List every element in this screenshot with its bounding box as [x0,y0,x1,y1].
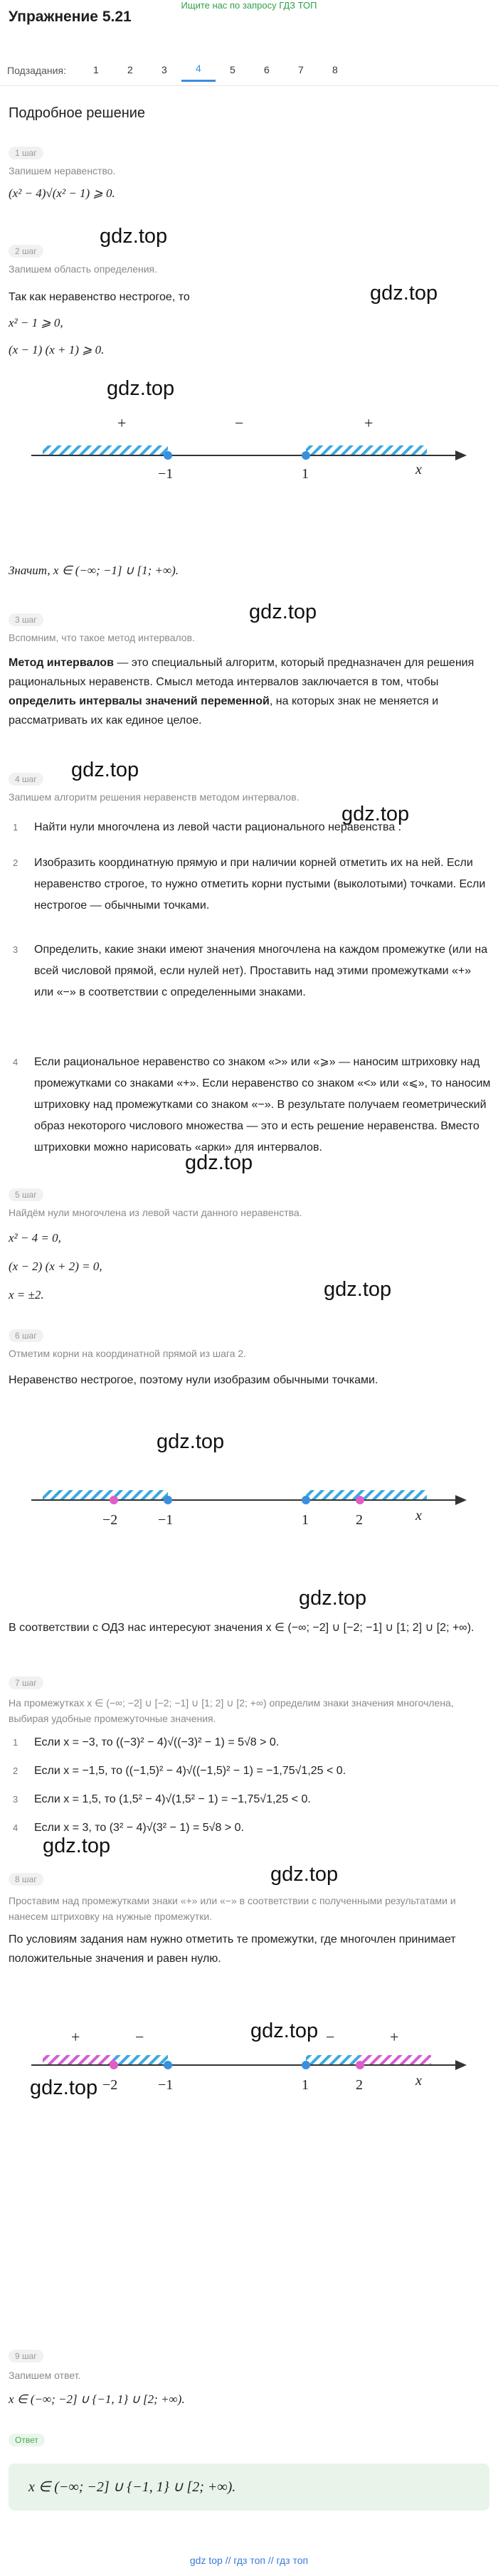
item-text: Изобразить координатную прямую и при наличии корней отметить их на ней. Если неравенство строгое, то нужно отметить корни пустыми (выколотыми) точками. Если нестрогое — обычными точками. [34,857,486,912]
sign-plus: + [71,2028,80,2046]
watermark: gdz.top [107,377,175,400]
item-text: Если x = −3, то ((−3)² − 4)√((−3)² − 1) = 5√8 > 0. [34,1736,280,1748]
divider [0,85,498,86]
step-2-label: 2 шаг [9,245,43,258]
watermark: gdz.top [370,282,438,305]
step-6-hint: Отметим корни на координатной прямой из шага 2. [9,1348,247,1359]
point-1 [302,1496,310,1504]
hatch-left [43,1490,168,1500]
watermark: gdz.top [43,1835,111,1857]
step-5-label: 5 шаг [9,1188,43,1201]
step-2-math-1: x² − 1 ⩾ 0, [9,316,63,329]
step-5-math-3: x = ±2. [9,1288,44,1302]
axis-arrow [455,1495,467,1505]
number-line-2 [0,1469,498,1554]
watermark: gdz.top [250,2020,319,2042]
tab-3[interactable]: 3 [161,63,167,75]
list-item [9,939,492,1003]
item-number: 4 [13,1057,18,1067]
sign-plus: + [364,414,374,432]
step-8-hint: Проставим над промежутками знаки «+» или «−» в соответствии с полученными результатами и нанесем штриховку на нужные промежутки. [9,1895,456,1922]
hatch-blue-left [114,2055,168,2065]
answer-label: Ответ [9,2434,45,2446]
point-1 [302,2061,310,2069]
sign-minus: − [235,414,244,432]
step-5-hint: Найдём нули многочлена из левой части данного неравенства. [9,1207,302,1218]
item-number: 3 [13,944,18,955]
point-minus-1 [164,1496,172,1504]
step-6-text: Неравенство нестрогое, поэтому нули изобразим обычными точками. [9,1374,378,1386]
solution-heading: Подробное решение [9,105,146,121]
text-part: — это специальный алгоритм, который предназначен для решения рациональных неравенств. Смысл метода интервалов заключается в том, чтобы [9,657,475,688]
watermark: gdz.top [157,1430,225,1453]
step-5-math-1: x² − 4 = 0, [9,1231,61,1245]
tick-1: 1 [302,466,309,482]
hatch-left [43,445,168,455]
item-text: Если x = 1,5, то (1,5² − 4)√(1,5² − 1) = −1,75√1,25 < 0. [34,1793,311,1805]
list-item [9,1732,492,1753]
step-2-result: Значит, x ∈ (−∞; −1] ∪ [1; +∞). [9,564,179,577]
hatch-right [306,445,427,455]
axis-arrow [455,450,467,460]
tick-minus-1: −1 [158,2077,174,2093]
tab-4[interactable]: 4 [181,58,216,82]
hatch-pink-left [43,2055,114,2065]
list-item [9,1789,492,1810]
number-line-1 [0,413,498,512]
step-3-label: 3 шаг [9,613,43,626]
step-8-text: По условиям задания нам нужно отметить те промежутки, где многочлен принимает положительные значения и равен нулю. [9,1933,456,1965]
point-minus-1 [164,451,172,460]
hatch-pink-right [360,2055,431,2065]
point-2 [356,2061,364,2069]
item-number: 3 [13,1794,18,1805]
subtasks-label: Подзадания: [7,64,66,76]
tab-5[interactable]: 5 [230,63,235,75]
text-part-2: , на которых знак не меняется и рассматривать их как единое целое. [9,695,439,727]
step-4-label: 4 шаг [9,773,43,786]
step-6-label: 6 шаг [9,1329,43,1342]
point-minus-2 [110,2061,118,2069]
step-7-label: 7 шаг [9,1677,43,1689]
item-text: Если рациональное неравенство со знаком «>» или «⩾» — наносим штриховку над промежутками со знаками «+». Если неравенство со знаком «<» или «⩽», то наносим штриховку над промежутками со знаком «−». В результате получаем геометрический образ некоторого числового множества — это и есть решение неравенства. Вместо штриховки можно нарисовать «арки» для интервалов. [34,1056,491,1154]
item-number: 4 [13,1822,18,1833]
item-number: 2 [13,1765,18,1776]
list-item [9,852,492,917]
item-text: Если x = 3, то (3² − 4)√(3² − 1) = 5√8 > 0. [34,1822,244,1834]
tick-1: 1 [302,2077,309,2093]
answer-box [9,2464,489,2511]
watermark: gdz.top [100,225,168,248]
list-item [9,817,492,838]
step-2-hint: Запишем область определения. [9,263,158,275]
step-5-math-2: (x − 2) (x + 2) = 0, [9,1260,102,1273]
top-banner[interactable]: Ищите нас по запросу ГДЗ ТОП [181,0,317,11]
sign-plus: + [117,414,127,432]
axis-x-label: x [415,1508,422,1524]
axis-x-label: x [415,2073,422,2089]
step-9-hint: Запишем ответ. [9,2370,81,2381]
item-text: Определить, какие знаки имеют значения многочлена на каждом промежутке (или на всей числовой прямой, если нулей нет). Проставить над этими промежутками «+» или «−» в соответствии с определенными знаками. [34,944,488,998]
watermark: gdz.top [341,803,410,825]
watermark: gdz.top [185,1151,253,1174]
point-minus-1 [164,2061,172,2069]
item-number: 1 [13,1737,18,1748]
term-bold-2: определить интервалы значений переменной [9,695,270,707]
footer-links[interactable]: gdz top // гдз топ // гдз топ [189,2555,309,2566]
watermark: gdz.top [324,1278,392,1301]
point-2 [356,1496,364,1504]
step-4-hint: Запишем алгоритм решения неравенств методом интервалов. [9,791,300,803]
point-minus-2 [110,1496,118,1504]
tick-minus-2: −2 [102,1512,118,1528]
hatch-blue-right [306,2055,360,2065]
step-2-math-2: (x − 1) (x + 1) ⩾ 0. [9,343,105,357]
item-number: 2 [13,857,18,868]
step-3-text [9,653,489,730]
axis-arrow [455,2060,467,2070]
tick-2: 2 [356,1512,363,1528]
answer-value: x ∈ (−∞; −2] ∪ {−1, 1} ∪ [2; +∞). [28,2479,236,2495]
watermark: gdz.top [299,1587,367,1610]
step-9-label: 9 шаг [9,2350,43,2363]
sign-plus: + [390,2028,399,2046]
hatch-right [306,1490,427,1500]
step-3-hint: Вспомним, что такое метод интервалов. [9,632,195,643]
page-title: Упражнение 5.21 [9,9,132,25]
tick-minus-2: −2 [102,2077,118,2093]
step-1-math: (x² − 4)√(x² − 1) ⩾ 0. [9,186,115,200]
sign-minus: − [326,2028,335,2046]
tab-2[interactable]: 2 [127,63,133,75]
tick-minus-1: −1 [158,1512,174,1528]
step-9-math: x ∈ (−∞; −2] ∪ {−1, 1} ∪ [2; +∞). [9,2392,185,2406]
step-8-label: 8 шаг [9,1873,43,1886]
number-line-3 [0,2021,498,2128]
step-2-text: Так как неравенство нестрогое, то [9,291,190,303]
term-bold: Метод интервалов [9,657,114,669]
tab-6[interactable]: 6 [264,63,270,75]
watermark: gdz.top [249,601,317,623]
tick-1: 1 [302,1512,309,1528]
odz-text: В соответствии с ОДЗ нас интересуют значения x ∈ (−∞; −2] ∪ [−2; −1] ∪ [1; 2] ∪ [2; +∞). [9,1622,475,1634]
tab-8[interactable]: 8 [332,63,338,75]
axis-x-label: x [415,462,422,477]
list-item [9,1761,492,1782]
watermark: gdz.top [71,759,139,781]
sign-minus: − [135,2028,144,2046]
watermark: gdz.top [30,2076,98,2099]
point-1 [302,451,310,460]
step-7-hint: На промежутках x ∈ (−∞; −2] ∪ [−2; −1] ∪ [1; 2] ∪ [2; +∞) определим знаки значения многочлена, выбирая удобные промежуточные значения. [9,1697,454,1724]
tab-1[interactable]: 1 [93,63,99,75]
item-text: Найти нули многочлена из левой части рационального неравенства . [34,821,402,833]
tab-7[interactable]: 7 [298,63,304,75]
item-number: 1 [13,822,18,833]
tick-minus-1: −1 [158,466,174,482]
subtasks-nav [7,58,352,82]
step-1-hint: Запишем неравенство. [9,165,116,176]
step-1-label: 1 шаг [9,147,43,159]
item-text: Если x = −1,5, то ((−1,5)² − 4)√((−1,5)² − 1) = −1,75√1,25 < 0. [34,1765,346,1777]
list-item [9,1052,492,1158]
watermark: gdz.top [270,1863,339,1886]
tick-2: 2 [356,2077,363,2093]
